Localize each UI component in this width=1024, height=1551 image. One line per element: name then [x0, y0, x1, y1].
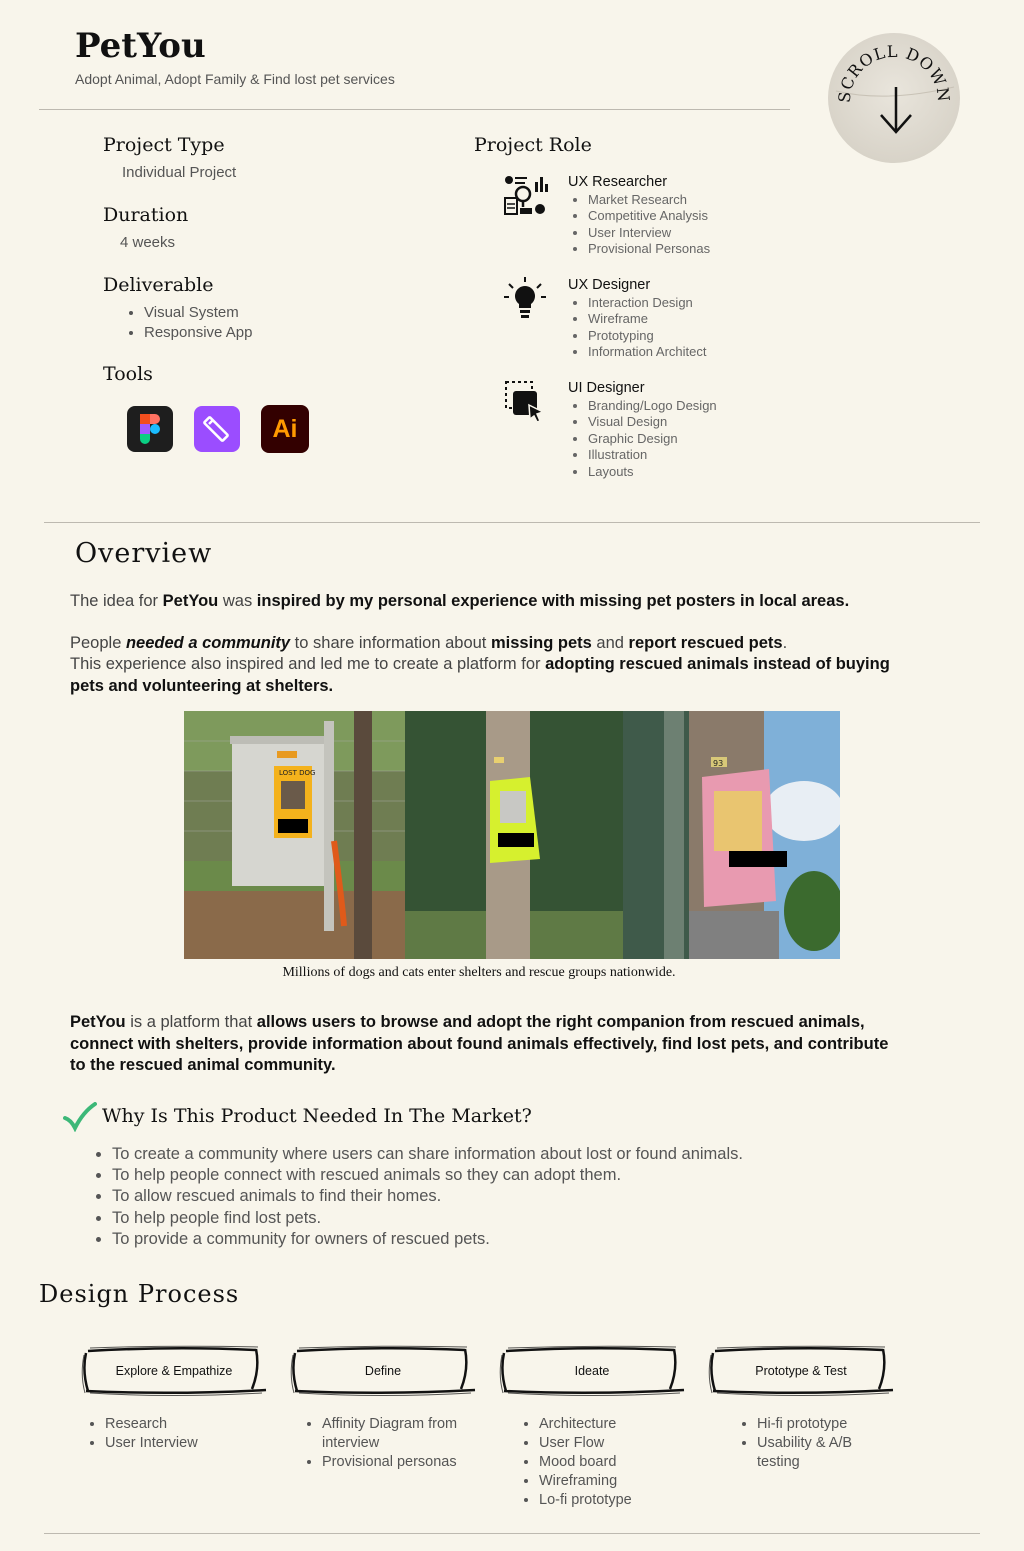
text-span: This experience also inspired and led me to create a platform for — [70, 655, 546, 673]
duration-heading: Duration — [103, 204, 189, 226]
emphasis-text: adopting rescued animals instead of buying pets and volunteering at shelters. — [70, 655, 890, 695]
stage-list — [302, 1415, 482, 1472]
emphasis-text: needed a community — [125, 634, 291, 652]
stage-ideate — [498, 1345, 686, 1397]
list-item: • To provide a community for owners of rescued pets. — [112, 1229, 743, 1250]
duration-value: 4 weeks — [120, 234, 176, 251]
overview-paragraph-3 — [70, 654, 890, 697]
page-subtitle: Adopt Animal, Adopt Family & Find lost pet services — [75, 71, 395, 87]
emphasis-text: missing pets — [490, 634, 592, 652]
role-list-ux-researcher — [568, 192, 710, 258]
list-item: • Architecture — [539, 1415, 632, 1434]
illustrator-icon: Ai — [261, 405, 309, 453]
figma-icon — [127, 406, 173, 452]
list-item: • Provisional Personas — [588, 241, 710, 257]
text-span: was — [218, 592, 257, 610]
stage-list — [519, 1415, 632, 1510]
section-divider — [44, 522, 980, 523]
list-item: • To allow rescued animals to find their homes. — [112, 1186, 743, 1207]
footer-divider — [44, 1533, 980, 1534]
list-item: • Interaction Design — [588, 295, 707, 311]
pen-tool-icon — [194, 406, 240, 452]
stage-label: Ideate — [574, 1364, 610, 1378]
list-item: • Market Research — [588, 192, 710, 208]
text-span: The idea for — [70, 592, 163, 610]
text-span: People — [70, 634, 126, 652]
list-item: • Illustration — [588, 447, 717, 463]
deliverable-heading: Deliverable — [103, 274, 214, 296]
design-process-heading: Design Process — [39, 1280, 240, 1308]
missing-pet-posters-photo — [184, 711, 840, 959]
stage-prototype-test — [707, 1345, 895, 1397]
stage-label: Explore & Empathize — [115, 1364, 233, 1378]
role-title-ux-researcher: UX Researcher — [568, 174, 668, 190]
role-list-ui-designer — [568, 398, 717, 480]
role-list-ux-designer — [568, 295, 707, 361]
list-item: • To help people connect with rescued animals so they can adopt them. — [112, 1165, 743, 1186]
project-type-heading: Project Type — [103, 134, 225, 156]
project-type-value: Individual Project — [122, 164, 237, 181]
list-item: • User Flow — [539, 1434, 632, 1453]
list-item: • Hi-fi prototype — [757, 1415, 887, 1434]
list-item: • Competitive Analysis — [588, 208, 710, 224]
text-span: is a platform that — [125, 1013, 257, 1031]
list-item: • Research — [105, 1415, 198, 1434]
list-item: • Visual System — [144, 303, 252, 323]
list-item: • Information Architect — [588, 344, 707, 360]
research-analytics-icon — [501, 172, 549, 225]
emphasis-text: allows users to browse and adopt the right companion from rescued animals, connect with shelters, provide information about found animals effectively, find lost pets, and contribute to the rescued animal community. — [70, 1013, 889, 1074]
scroll-down-label: SCROLL DOWN — [834, 41, 954, 104]
lost-dog-poster-text: LOST DOG — [279, 769, 316, 777]
list-item: • User Interview — [588, 225, 710, 241]
role-title-ux-designer: UX Designer — [568, 277, 651, 293]
select-cursor-icon — [503, 379, 547, 428]
list-item: • To help people find lost pets. — [112, 1208, 743, 1229]
scroll-down-badge[interactable] — [826, 31, 962, 165]
stage-label: Define — [364, 1364, 402, 1378]
brand-name: PetYou — [162, 592, 219, 610]
list-item: • To create a community where users can share information about lost or found animals. — [112, 1144, 743, 1165]
tools-heading: Tools — [103, 363, 153, 385]
lightbulb-icon — [503, 276, 547, 325]
emphasis-text: inspired by my personal experience with missing pet posters in local areas. — [256, 592, 850, 610]
overview-paragraph-1 — [70, 591, 910, 613]
stage-label: Prototype & Test — [755, 1364, 847, 1378]
list-item: • Lo-fi prototype — [539, 1491, 632, 1510]
why-list — [92, 1144, 743, 1250]
list-item: • Affinity Diagram from interview — [322, 1415, 482, 1453]
brand-name: PetYou — [70, 1013, 126, 1031]
list-item: • Provisional personas — [322, 1453, 482, 1472]
overview-paragraph-4 — [70, 1012, 900, 1077]
list-item: • Wireframe — [588, 311, 707, 327]
list-item: • User Interview — [105, 1434, 198, 1453]
overview-paragraph-2 — [70, 633, 910, 655]
list-item: • Mood board — [539, 1453, 632, 1472]
list-item: • Usability & A/B testing — [757, 1434, 887, 1472]
stage-define — [289, 1345, 477, 1397]
pole-number: 93 — [713, 759, 724, 768]
list-item: • Layouts — [588, 464, 717, 480]
emphasis-text: report rescued pets — [628, 634, 783, 652]
role-title-ui-designer: UI Designer — [568, 380, 645, 396]
page-title: PetYou — [75, 26, 206, 66]
list-item: • Wireframing — [539, 1472, 632, 1491]
list-item: • Graphic Design — [588, 431, 717, 447]
stage-list — [85, 1415, 198, 1453]
stage-explore-empathize — [80, 1345, 268, 1397]
header-divider — [39, 109, 790, 110]
text-span: and — [591, 634, 629, 652]
why-heading: Why Is This Product Needed In The Market? — [102, 1105, 532, 1127]
text-span: . — [782, 634, 788, 652]
list-item: • Branding/Logo Design — [588, 398, 717, 414]
stage-list — [737, 1415, 887, 1472]
photo-caption: Millions of dogs and cats enter shelters and rescue groups nationwide. — [282, 965, 676, 980]
list-item: • Responsive App — [144, 323, 252, 343]
overview-heading: Overview — [75, 538, 213, 569]
text-span: to share information about — [290, 634, 491, 652]
checkmark-icon — [63, 1102, 97, 1137]
list-item: • Prototyping — [588, 328, 707, 344]
list-item: • Visual Design — [588, 414, 717, 430]
project-role-heading: Project Role — [474, 134, 592, 156]
deliverable-list — [124, 303, 252, 343]
scroll-down-icon — [826, 31, 962, 165]
